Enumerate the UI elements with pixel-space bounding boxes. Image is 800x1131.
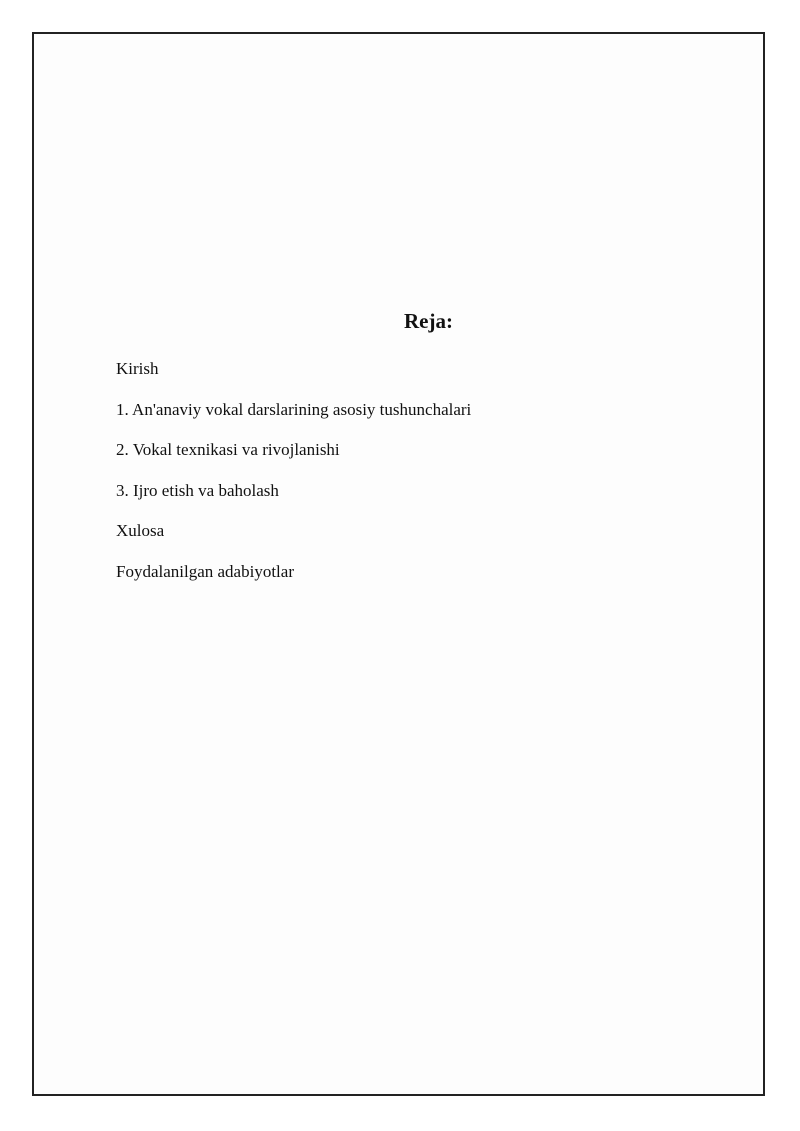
toc-item-chapter-1: 1. An'anaviy vokal darslarining asosiy tushunchalari	[116, 399, 472, 419]
toc-item-references: Foydalanilgan adabiyotlar	[116, 561, 294, 581]
toc-item-chapter-3: 3. Ijro etish va baholash	[116, 480, 279, 500]
page-title: Reja:	[404, 309, 453, 333]
page-frame	[32, 32, 765, 1096]
toc-item-conclusion: Xulosa	[116, 521, 165, 540]
table-of-contents	[116, 349, 471, 592]
toc-item-chapter-2: 2. Vokal texnikasi va rivojlanishi	[116, 440, 340, 459]
toc-item-introduction: Kirish	[116, 359, 159, 378]
